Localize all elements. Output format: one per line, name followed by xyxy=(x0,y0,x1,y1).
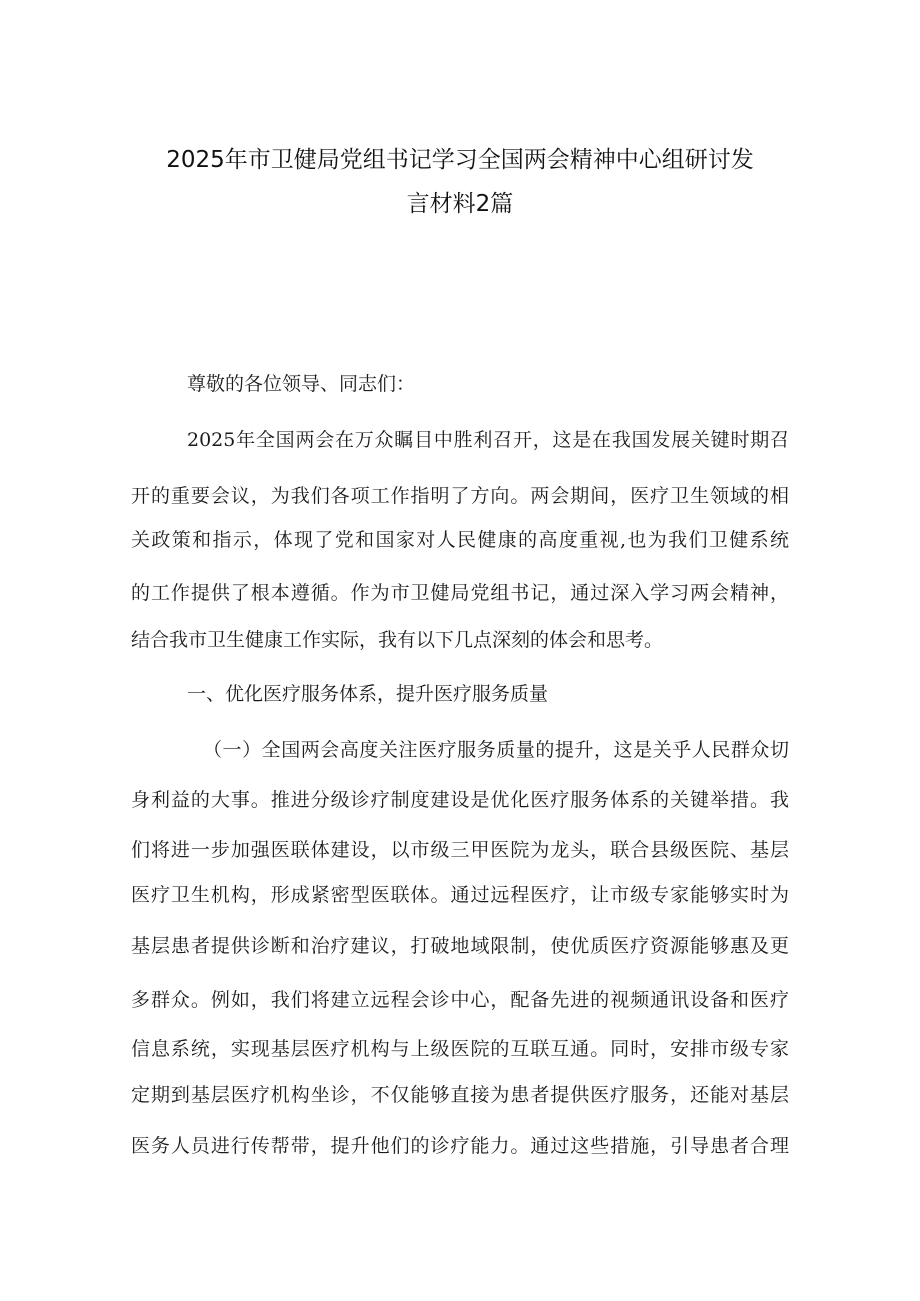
body-line: 基层患者提供诊断和治疗建议，打破地域限制，使优质医疗资源能够惠及更 xyxy=(131,935,789,957)
body-line: 们将进一步加强医联体建设，以市级三甲医院为龙头，联合县级医院、基层 xyxy=(131,839,789,861)
body-line: 多群众。例如，我们将建立远程会诊中心，配备先进的视频通讯设备和医疗 xyxy=(131,989,789,1011)
body-line: 医疗卫生机构，形成紧密型医联体。通过远程医疗，让市级专家能够实时为 xyxy=(131,884,789,906)
body-line: （一）全国两会高度关注医疗服务质量的提升，这是关乎人民群众切 xyxy=(203,739,789,761)
intro-line: 关政策和指示，体现了党和国家对人民健康的高度重视,也为我们卫健系统 xyxy=(131,529,789,551)
intro-line: 开的重要会议，为我们各项工作指明了方向。两会期间，医疗卫生领域的相 xyxy=(131,485,789,507)
intro-line: 的工作提供了根本遵循。作为市卫健局党组书记，通过深入学习两会精神， xyxy=(131,582,789,604)
intro-line: 结合我市卫生健康工作实际，我有以下几点深刻的体会和思考。 xyxy=(131,629,664,651)
intro-line: 2025年全国两会在万众瞩目中胜利召开，这是在我国发展关键时期召 xyxy=(187,429,789,451)
body-line: 身利益的大事。推进分级诊疗制度建设是优化医疗服务体系的关键举措。我 xyxy=(131,789,789,811)
document-title-line-1: 2025年市卫健局党组书记学习全国两会精神中心组研讨发 xyxy=(166,147,754,173)
body-line: 信息系统，实现基层医疗机构与上级医院的互联互通。同时，安排市级专家 xyxy=(131,1038,789,1060)
greeting: 尊敬的各位领导、同志们： xyxy=(187,373,416,395)
body-line: 定期到基层医疗机构坐诊，不仅能够直接为患者提供医疗服务，还能对基层 xyxy=(131,1084,789,1106)
document-title-line-2: 言材料2篇 xyxy=(406,191,514,217)
section-heading: 一、优化医疗服务体系，提升医疗服务质量 xyxy=(187,683,549,705)
body-line: 医务人员进行传帮带，提升他们的诊疗能力。通过这些措施，引导患者合理 xyxy=(131,1135,789,1157)
